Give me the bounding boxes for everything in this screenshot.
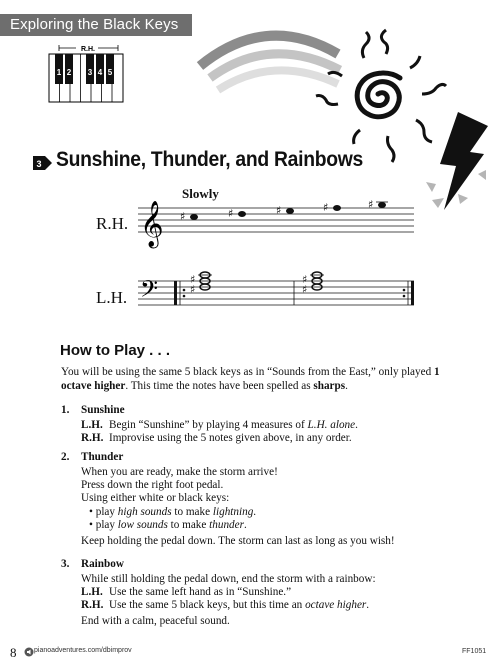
rh-staff-label: R.H.: [96, 214, 129, 233]
speaker-icon: [24, 644, 34, 662]
rainbow-arc-inner: [218, 70, 338, 90]
svg-text:♯: ♯: [228, 207, 234, 220]
bass-notes: [190, 272, 324, 305]
finger-5: 5: [107, 68, 113, 77]
bullet-lightning: • play high sounds to make lightning.: [89, 506, 257, 518]
keyboard-diagram: [48, 44, 128, 109]
treble-clef-icon: 𝄞: [140, 201, 164, 247]
svg-text:♯: ♯: [190, 273, 196, 286]
footer-link[interactable]: pianoadventures.com/dbimprov: [34, 647, 132, 654]
finger-1: 1: [56, 68, 62, 77]
svg-text:♯: ♯: [368, 198, 374, 211]
svg-text:♯: ♯: [190, 283, 196, 296]
section-title: Exploring the Black Keys: [10, 16, 179, 33]
step-thunder: 2. Thunder When you are ready, make the storm arrive! Press down the right foot pedal. Using either white or black keys: • play high sounds to make lightning. • play low sounds to make thunder. Keep holding the pedal down. The storm can last as long as you wish!: [61, 451, 395, 547]
svg-text:♯: ♯: [276, 204, 282, 217]
step-sunshine: 1. Sunshine L.H. Begin “Sunshine” by playing 4 measures of L.H. alone. R.H. Improvise using the 5 notes given above, in any order.: [61, 404, 358, 444]
svg-text:♯: ♯: [323, 201, 329, 214]
piece-title: Sunshine, Thunder, and Rainbows: [56, 148, 364, 171]
intro-paragraph: You will be using the same 5 black keys as in “Sounds from the East,” only played 1 octave higher. This time the notes have been spelled as sharps.: [61, 366, 440, 392]
step-title: Rainbow: [81, 558, 124, 570]
step-title: Thunder: [81, 451, 124, 463]
lightning-icon: [440, 112, 488, 210]
page-number: 8: [10, 645, 17, 660]
finger-2: 2: [66, 68, 72, 77]
bass-clef-icon: 𝄢: [140, 275, 159, 308]
svg-text:♯: ♯: [302, 283, 308, 296]
tempo-marking: Slowly: [182, 186, 219, 201]
step-rainbow: 3. Rainbow While still holding the pedal down, end the storm with a rainbow: L.H. Use the same left hand as in “Sunshine.” R.H. Use the same 5 black keys, but this time an octave higher. End with a calm, peaceful sound.: [61, 558, 376, 627]
step-number: 1.: [61, 404, 70, 416]
bass-staff-lines: [138, 281, 414, 305]
svg-text:♯: ♯: [302, 273, 308, 286]
how-to-play-heading: How to Play . . .: [60, 342, 171, 359]
lh-staff-label: L.H.: [96, 288, 128, 307]
section-header: [0, 14, 192, 36]
catalog-code: FF1051: [462, 648, 487, 655]
finger-3: 3: [87, 68, 93, 77]
piece-number-badge: [33, 156, 53, 175]
keyboard-hand-label: R.H.: [81, 46, 95, 53]
svg-text:♯: ♯: [180, 210, 186, 223]
piece-number: 3: [36, 159, 42, 169]
bullet-thunder: • play low sounds to make thunder.: [89, 519, 247, 531]
step-title: Sunshine: [81, 404, 125, 416]
finger-4: 4: [97, 68, 103, 77]
